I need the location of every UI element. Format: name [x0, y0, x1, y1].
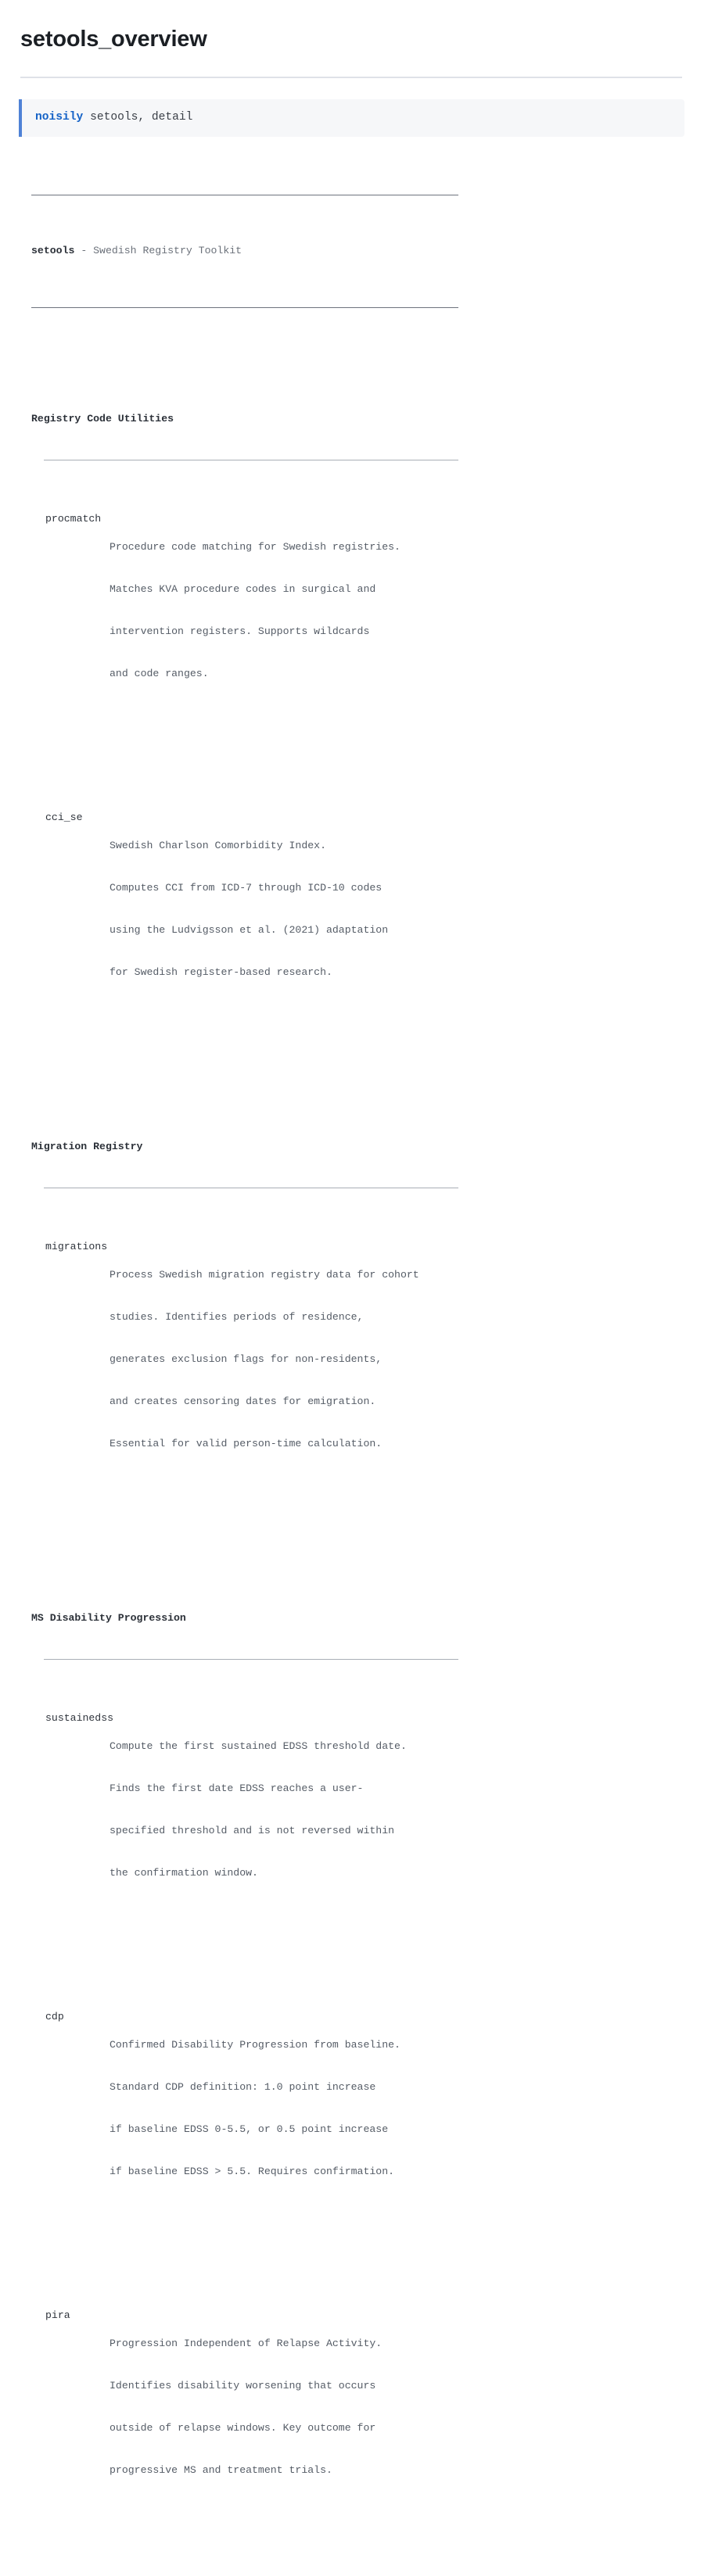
- command-description: [110, 811, 704, 1008]
- command-description: [110, 2309, 704, 2506]
- description-line: and code ranges.: [110, 668, 209, 680]
- code-keyword-noisily: noisily: [35, 111, 84, 124]
- section-rule: [44, 1659, 458, 1660]
- command-entry-sustainedss[interactable]: [31, 1702, 704, 1908]
- output-section-ms-disability-progression: [31, 1564, 704, 2534]
- banner-line: [31, 238, 704, 265]
- description-line: Standard CDP definition: 1.0 point increase: [110, 2081, 376, 2094]
- description-line: Swedish Charlson Comorbidity Index.: [110, 840, 326, 852]
- code-command-text: setools, detail: [83, 111, 193, 124]
- code-input-cell[interactable]: [19, 99, 684, 137]
- description-line: Essential for valid person-time calculation.: [110, 1438, 383, 1450]
- command-name: sustainedss: [45, 1712, 114, 1725]
- description-line: using the Ludvigsson et al. (2021) adaptation: [110, 924, 389, 937]
- entry-spacer: [31, 1951, 704, 1960]
- description-line: Computes CCI from ICD-7 through ICD-10 codes: [110, 882, 383, 894]
- entry-spacer: [31, 2249, 704, 2259]
- output-section-registry-code-utilities: [31, 364, 704, 1036]
- input-cell-container: [0, 78, 704, 137]
- description-line: Finds the first date EDSS reaches a user-: [110, 1782, 364, 1795]
- description-line: Compute the first sustained EDSS threshold date.: [110, 1740, 407, 1753]
- description-line: Process Swedish migration registry data for cohort: [110, 1269, 419, 1281]
- command-entry-cdp[interactable]: [31, 2002, 704, 2207]
- section-heading: Migration Registry: [31, 1141, 143, 1153]
- command-name: migrations: [45, 1241, 108, 1253]
- description-line: if baseline EDSS > 5.5. Requires confirmation.: [110, 2166, 395, 2178]
- entry-spacer: [31, 751, 704, 761]
- description-line: intervention registers. Supports wildcards: [110, 625, 370, 638]
- page-title: setools_overview: [20, 27, 207, 52]
- command-description: [110, 2010, 704, 2207]
- section-heading: Registry Code Utilities: [31, 413, 174, 425]
- banner-bottom-rule: [31, 307, 458, 308]
- description-line: Matches KVA procedure codes in surgical and: [110, 583, 376, 596]
- output-stream: [0, 137, 704, 2576]
- description-line: Confirmed Disability Progression from baseline.: [110, 2039, 400, 2051]
- package-name: setools: [31, 245, 75, 257]
- description-line: specified threshold and is not reversed within: [110, 1825, 395, 1837]
- title-block: [0, 0, 704, 78]
- command-description: [110, 1711, 704, 1908]
- section-heading: MS Disability Progression: [31, 1612, 186, 1625]
- command-entry-cci-se[interactable]: [31, 803, 704, 1008]
- description-line: Progression Independent of Relapse Activity.: [110, 2338, 383, 2350]
- command-description: [110, 1240, 704, 1479]
- description-line: progressive MS and treatment trials.: [110, 2464, 332, 2477]
- description-line: for Swedish register-based research.: [110, 966, 332, 979]
- command-description: [110, 512, 704, 709]
- description-line: and creates censoring dates for emigration.: [110, 1395, 376, 1408]
- description-line: Identifies disability worsening that occurs: [110, 2380, 376, 2392]
- output-section-migration-registry: [31, 1092, 704, 1507]
- command-entry-pira[interactable]: [31, 2301, 704, 2506]
- command-name: pira: [45, 2309, 70, 2322]
- description-line: studies. Identifies periods of residence,: [110, 1311, 364, 1324]
- command-name: procmatch: [45, 513, 102, 525]
- description-line: if baseline EDSS 0-5.5, or 0.5 point increase: [110, 2123, 389, 2136]
- package-description: - Swedish Registry Toolkit: [74, 245, 242, 257]
- command-name: cci_se: [45, 811, 83, 824]
- command-name: cdp: [45, 2011, 64, 2023]
- command-entry-migrations[interactable]: [31, 1231, 704, 1479]
- description-line: the confirmation window.: [110, 1867, 258, 1879]
- description-line: generates exclusion flags for non-residents,: [110, 1353, 383, 1366]
- command-entry-procmatch[interactable]: [31, 503, 704, 709]
- description-line: outside of relapse windows. Key outcome for: [110, 2422, 376, 2434]
- code-line: [35, 109, 673, 127]
- description-line: Procedure code matching for Swedish registries.: [110, 541, 400, 554]
